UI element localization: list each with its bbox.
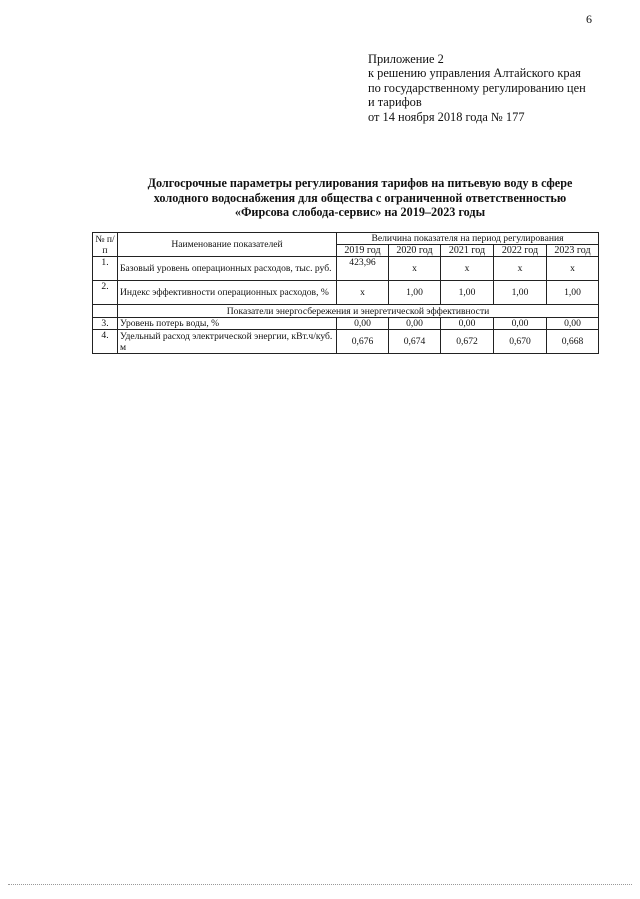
table-row [93,257,599,281]
row-value: 0,00 [441,318,494,330]
appendix-line: к решению управления Алтайского края [368,66,581,81]
parameters-table [92,232,599,354]
row-name: Удельный расход электрической энергии, кВт.ч/куб. м [118,330,337,354]
row-value: 1,00 [547,281,599,305]
row-value: 0,676 [337,330,389,354]
appendix-header [368,52,586,124]
row-num: 4. [93,330,118,354]
header-year: 2022 год [494,245,547,257]
header-year: 2019 год [337,245,389,257]
row-value: 0,00 [337,318,389,330]
page-bottom-divider [8,884,632,885]
title-line: холодного водоснабжения для общества с ограниченной ответственностью [153,190,567,205]
row-value: 1,00 [389,281,441,305]
row-value: 0,00 [547,318,599,330]
header-name: Наименование показателей [118,233,337,257]
row-value: 1,00 [494,281,547,305]
table-row [93,281,599,305]
row-value: x [337,281,389,305]
page-number: 6 [586,12,592,26]
header-value-group: Величина показателя на период регулирования [337,233,599,245]
header-year: 2023 год [547,245,599,257]
row-value: x [441,257,494,281]
title-line: «Фирсова слобода-сервис» на 2019–2023 годы [234,205,486,220]
row-value: 0,00 [494,318,547,330]
appendix-line: по государственному регулированию цен [368,80,586,95]
appendix-line: Приложение 2 [368,52,444,66]
appendix-line: от 14 ноября 2018 года № 177 [368,109,525,124]
section-row [93,305,599,318]
table-row [93,330,599,354]
section-title: Показатели энергосбережения и энергетической эффективности [118,305,599,318]
table-header-row [93,233,599,245]
row-value: 0,00 [389,318,441,330]
row-value: x [494,257,547,281]
row-value: x [389,257,441,281]
appendix-line: и тарифов [368,95,422,110]
row-name: Базовый уровень операционных расходов, тыс. руб. [118,257,337,281]
document-title [110,176,610,220]
row-value: x [547,257,599,281]
row-value: 0,674 [389,330,441,354]
row-name: Уровень потерь воды, % [118,318,337,330]
row-num: 2. [93,281,118,305]
table-row [93,318,599,330]
row-num: 3. [93,318,118,330]
header-num: № п/п [93,233,118,257]
row-value: 423,96 [337,257,389,281]
row-num: 1. [93,257,118,281]
header-year: 2020 год [389,245,441,257]
row-value: 1,00 [441,281,494,305]
row-value: 0,670 [494,330,547,354]
header-year: 2021 год [441,245,494,257]
row-value: 0,672 [441,330,494,354]
row-value: 0,668 [547,330,599,354]
title-line: Долгосрочные параметры регулирования тарифов на питьевую воду в сфере [147,176,573,190]
row-name: Индекс эффективности операционных расходов, % [118,281,337,305]
